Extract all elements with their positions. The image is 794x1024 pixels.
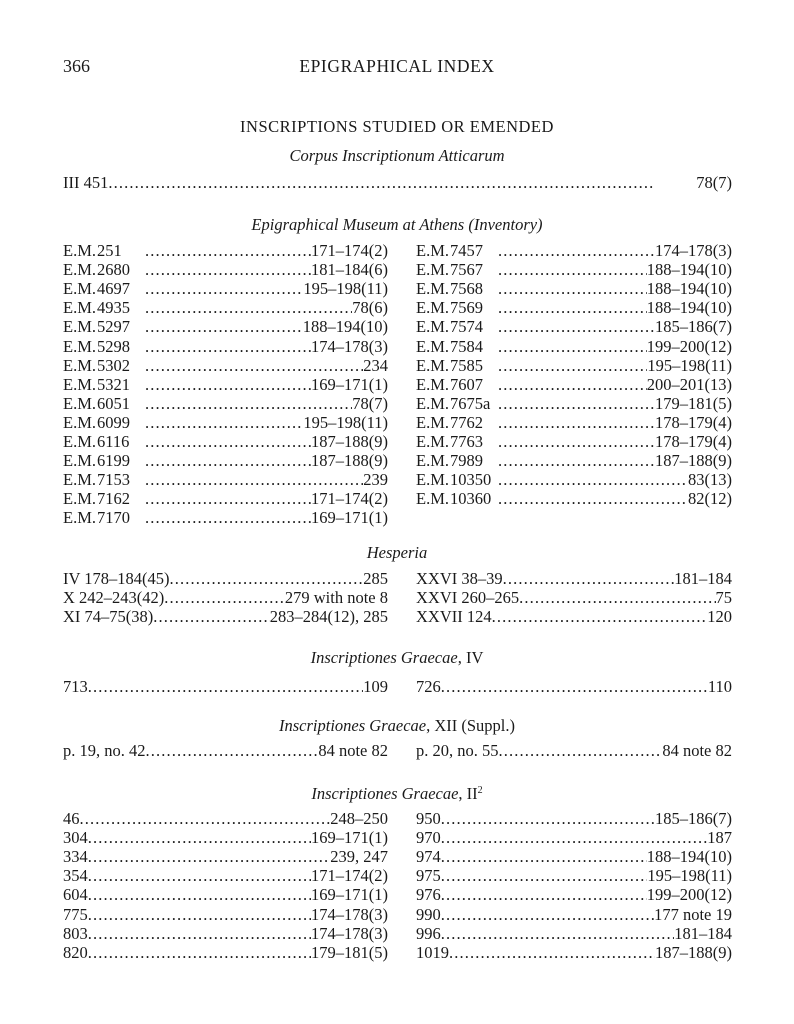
leader-dots [498, 260, 647, 280]
entry-label: XXVI 38–39 [416, 569, 503, 588]
leader-dots [498, 337, 647, 357]
index-entry [416, 279, 732, 299]
entry-label [63, 260, 145, 280]
leader-dots [441, 828, 708, 848]
index-entry [63, 809, 388, 829]
entry-prefix: E.M. [63, 508, 96, 528]
leader-dots [169, 569, 363, 589]
index-entry [63, 828, 388, 848]
entry-page-ref: 171–174(2) [311, 489, 388, 509]
entry-page-ref: 185–186(7) [655, 809, 732, 828]
entry-prefix: E.M. [416, 260, 449, 280]
entry-prefix: E.M. [416, 317, 449, 337]
leader-dots [503, 569, 675, 589]
entry-label [416, 337, 498, 357]
entry-label [63, 317, 145, 337]
entry-page-ref: 169–171(1) [311, 508, 388, 528]
entry-label: p. 19, no. 42 [63, 741, 146, 760]
entry-number: 6051 [97, 393, 130, 413]
entry-page-ref: 178–179(4) [655, 432, 732, 451]
entry-page-ref: 234 [363, 355, 388, 375]
index-entry [63, 356, 388, 376]
leader-dots [498, 279, 647, 299]
entry-prefix: E.M. [63, 279, 96, 299]
leader-dots [145, 241, 311, 261]
entry-number: 7569 [450, 298, 483, 318]
entry-label [63, 375, 145, 395]
entry-page-ref: 200–201(13) [646, 374, 732, 394]
section-title-cia: Corpus Inscriptionum Atticarum [289, 146, 505, 165]
leader-dots [145, 375, 311, 395]
entry-label: 990 [416, 904, 441, 924]
entry-label: III 451 [63, 173, 109, 192]
entry-page-ref: 188–194(10) [646, 260, 732, 280]
entry-prefix: E.M. [416, 432, 449, 451]
entry-number: 5302 [97, 355, 130, 375]
entry-page-ref: 84 note 82 [318, 741, 388, 760]
index-entry [416, 470, 732, 490]
entry-page-ref: 181–184(6) [311, 260, 388, 280]
entry-page-ref: 78(7) [696, 173, 732, 192]
entry-page-ref: 195–198(11) [303, 412, 388, 432]
index-entry [63, 394, 388, 414]
entry-label [416, 470, 498, 490]
index-entry [63, 375, 388, 395]
entry-label: 803 [63, 923, 88, 943]
leader-dots [492, 607, 708, 627]
entry-number: 6199 [97, 451, 130, 471]
entry-prefix: E.M. [63, 489, 96, 509]
index-entry [63, 260, 388, 280]
entry-prefix: E.M. [63, 355, 96, 375]
entry-page-ref: 195–198(11) [647, 355, 732, 375]
entry-label [63, 337, 145, 357]
index-entry [63, 905, 388, 925]
index-entry [63, 569, 388, 589]
entry-number: 7675a [450, 393, 491, 413]
index-entry [63, 508, 388, 528]
index-entry [63, 173, 732, 193]
entry-label [63, 356, 145, 376]
section-title-hesperia: Hesperia [366, 543, 428, 562]
entry-prefix: E.M. [63, 451, 96, 471]
entry-prefix: E.M. [416, 451, 449, 471]
index-entry [63, 741, 388, 761]
entry-prefix: E.M. [63, 432, 96, 451]
entry-number: 7153 [97, 470, 130, 490]
entry-number: 7762 [450, 412, 483, 432]
entry-number: 4935 [97, 298, 130, 318]
index-entry [63, 677, 388, 697]
entry-label: 820 [63, 942, 88, 962]
page-header [63, 56, 731, 80]
entry-page-ref: 248–250 [330, 809, 388, 828]
entry-number: 5321 [97, 374, 130, 394]
leader-dots [498, 317, 655, 337]
index-entry [416, 847, 732, 867]
entry-label [416, 432, 498, 452]
leader-dots [498, 470, 688, 490]
entry-label [416, 279, 498, 299]
index-entry [63, 470, 388, 490]
leader-dots [441, 866, 648, 886]
index-entry [63, 337, 388, 357]
entry-prefix: E.M. [416, 336, 449, 356]
index-entry [63, 432, 388, 452]
entry-label [416, 260, 498, 280]
entry-label [63, 413, 145, 433]
entry-page-ref: 120 [707, 607, 732, 627]
entry-prefix: E.M. [63, 374, 96, 394]
entry-page-ref: 279 with note 8 [284, 588, 388, 608]
entry-page-ref: 187 [707, 828, 732, 848]
index-entry [63, 943, 388, 963]
entry-label: XXVI 260–265 [416, 588, 520, 608]
entry-label [63, 432, 145, 452]
entry-prefix: E.M. [63, 260, 96, 280]
entry-page-ref: 171–174(2) [311, 866, 388, 886]
index-entry [416, 489, 732, 509]
leader-dots [146, 741, 319, 761]
entry-page-ref: 187–188(9) [311, 451, 388, 471]
entry-page-ref: 110 [707, 677, 732, 696]
entry-prefix: E.M. [416, 470, 449, 490]
leader-dots [88, 828, 311, 848]
entry-number: 2680 [97, 260, 130, 280]
entry-number: 7567 [450, 260, 483, 280]
index-entry [416, 885, 732, 905]
leader-dots [145, 337, 311, 357]
entry-page-ref: 169–171(1) [311, 885, 388, 905]
entry-page-ref: 178–179(4) [655, 412, 732, 432]
index-entry [416, 569, 732, 589]
index-entry [416, 451, 732, 471]
entry-page-ref: 187–188(9) [311, 432, 388, 451]
entry-label: 604 [63, 885, 88, 905]
index-entry [416, 607, 732, 627]
leader-dots [153, 607, 269, 627]
running-head: EPIGRAPHICAL INDEX [299, 56, 495, 76]
index-entry [416, 432, 732, 452]
section-title-em: Epigraphical Museum at Athens (Inventory) [251, 215, 543, 234]
leader-dots [145, 317, 303, 337]
entry-label: 976 [416, 885, 441, 905]
entry-number: 7585 [450, 355, 483, 375]
index-entry [416, 588, 732, 608]
leader-dots [145, 470, 363, 490]
entry-number: 7162 [97, 489, 130, 509]
entry-label [63, 470, 145, 490]
leader-dots [80, 809, 331, 829]
entry-page-ref: 285 [363, 569, 388, 588]
index-entry [63, 489, 388, 509]
index-entry [416, 356, 732, 376]
entry-label: 775 [63, 904, 88, 924]
leader-dots [498, 432, 655, 452]
entry-label [416, 451, 498, 471]
index-entry [416, 905, 732, 925]
entry-number: 5297 [97, 317, 130, 337]
entry-label: p. 20, no. 55 [416, 741, 499, 760]
entry-number: 251 [97, 241, 122, 260]
entry-page-ref: 195–198(11) [303, 279, 388, 299]
entry-page-ref: 82(12) [688, 489, 732, 509]
section-title-ig12: Inscriptiones Graecae, XII (Suppl.) [279, 716, 515, 735]
index-entry [63, 241, 388, 261]
leader-dots [498, 298, 647, 318]
entry-page-ref: 283–284(12), 285 [269, 607, 388, 627]
index-entry [416, 943, 732, 963]
entry-page-ref: 187–188(9) [655, 942, 732, 962]
entry-prefix: E.M. [63, 317, 96, 337]
entry-prefix: E.M. [416, 412, 449, 432]
entry-page-ref: 171–174(2) [311, 241, 388, 260]
leader-dots [88, 677, 364, 697]
entry-prefix: E.M. [416, 393, 449, 413]
leader-dots [441, 809, 655, 829]
entry-page-ref: 169–171(1) [311, 374, 388, 394]
leader-dots [164, 588, 285, 608]
leader-dots [108, 173, 696, 193]
entry-number: 7989 [450, 451, 483, 471]
entry-label [63, 279, 145, 299]
index-entry [416, 677, 732, 697]
entry-prefix: E.M. [416, 279, 449, 299]
leader-dots [145, 451, 311, 471]
index-entry [416, 866, 732, 886]
entry-label [416, 394, 498, 414]
index-entry [416, 413, 732, 433]
entry-label: IV 178–184(45) [63, 569, 170, 588]
entry-page-ref: 75 [715, 588, 732, 608]
entry-number: 7170 [97, 508, 130, 528]
entry-label: XI 74–75(38) [63, 607, 154, 627]
entry-page-ref: 195–198(11) [647, 866, 732, 886]
leader-dots [88, 866, 311, 886]
index-entry [63, 588, 388, 608]
leader-dots [498, 356, 647, 376]
leader-dots [145, 394, 352, 414]
section-title-ig4: Inscriptiones Graecae, IV [310, 648, 484, 667]
index-entry [416, 394, 732, 414]
leader-dots [441, 677, 708, 697]
entry-page-ref: 109 [363, 677, 388, 696]
entry-page-ref: 181–184 [674, 569, 732, 588]
index-entry [416, 741, 732, 761]
leader-dots [145, 432, 311, 452]
leader-dots [498, 489, 688, 509]
entry-number: 6099 [97, 412, 130, 432]
entry-label: XXVII 124 [416, 607, 492, 627]
entry-page-ref: 78(7) [352, 393, 388, 413]
entry-label [63, 508, 145, 528]
entry-prefix: E.M. [63, 470, 96, 490]
index-entry [63, 866, 388, 886]
leader-dots [145, 279, 303, 299]
entry-number: 4697 [97, 279, 130, 299]
entry-number: 10360 [450, 489, 492, 509]
index-entry [416, 337, 732, 357]
entry-page-ref: 84 note 82 [662, 741, 732, 760]
leader-dots [519, 588, 715, 608]
entry-number: 6116 [97, 432, 130, 451]
entry-label [416, 375, 498, 395]
leader-dots [145, 489, 311, 509]
index-entry [63, 451, 388, 471]
leader-dots [441, 905, 654, 925]
entry-prefix: E.M. [63, 412, 96, 432]
entry-page-ref: 199–200(12) [646, 885, 732, 905]
leader-dots [145, 356, 363, 376]
index-entry [63, 924, 388, 944]
entry-prefix: E.M. [416, 489, 449, 509]
entry-page-ref: 179–181(5) [311, 942, 388, 962]
leader-dots [449, 943, 655, 963]
leader-dots [498, 394, 655, 414]
index-entry [63, 847, 388, 867]
entry-page-ref: 188–194(10) [646, 298, 732, 318]
leader-dots [498, 241, 655, 261]
entry-page-ref: 181–184 [674, 923, 732, 943]
entry-prefix: E.M. [416, 355, 449, 375]
entry-label [416, 489, 498, 509]
main-title: INSCRIPTIONS STUDIED OR EMENDED [240, 117, 554, 136]
entry-number: 7607 [450, 374, 483, 394]
entry-label: 974 [416, 847, 441, 867]
entry-label [63, 489, 145, 509]
entry-label: 970 [416, 828, 441, 848]
entry-page-ref: 188–194(10) [646, 847, 732, 867]
entry-prefix: E.M. [63, 298, 96, 318]
entry-label: 354 [63, 866, 88, 886]
entry-number: 10350 [450, 470, 492, 490]
entry-page-ref: 83(13) [688, 470, 732, 490]
entry-number: 7574 [450, 317, 483, 337]
leader-dots [88, 885, 311, 905]
entry-page-ref: 174–178(3) [311, 904, 388, 924]
entry-number: 5298 [97, 336, 130, 356]
entry-page-ref: 169–171(1) [311, 828, 388, 848]
entry-label: 996 [416, 923, 441, 943]
entry-prefix: E.M. [63, 393, 96, 413]
section-title-ig2: Inscriptiones Graecae, $II^2$ [311, 784, 483, 803]
entry-page-ref: 239, 247 [330, 847, 388, 867]
leader-dots [441, 924, 675, 944]
entry-page-ref: 78(6) [352, 298, 388, 318]
entry-label: 726 [416, 677, 441, 696]
index-entry [63, 298, 388, 318]
entry-prefix: E.M. [63, 336, 96, 356]
entry-label: X 242–243(42) [63, 588, 165, 608]
entry-label: 950 [416, 809, 441, 828]
page-number: 366 [63, 56, 90, 76]
entry-page-ref: 239 [363, 470, 388, 490]
entry-page-ref: 174–178(3) [311, 923, 388, 943]
entry-label: 304 [63, 828, 88, 848]
leader-dots [441, 847, 647, 867]
entry-number: 7584 [450, 336, 483, 356]
entry-label: 975 [416, 866, 441, 886]
index-entry [416, 298, 732, 318]
leader-dots [499, 741, 663, 761]
leader-dots [441, 885, 647, 905]
entry-label [63, 298, 145, 318]
leader-dots [498, 375, 647, 395]
leader-dots [145, 413, 303, 433]
entry-number: 7763 [450, 432, 483, 451]
entry-prefix: E.M. [416, 374, 449, 394]
leader-dots [88, 943, 311, 963]
entry-label [416, 317, 498, 337]
leader-dots [145, 298, 352, 318]
entry-label: 1019 [416, 942, 449, 962]
entry-label [63, 241, 145, 261]
leader-dots [145, 508, 311, 528]
index-entry [416, 317, 732, 337]
entry-label: 46 [63, 809, 80, 828]
index-entry [63, 317, 388, 337]
entry-page-ref: 188–194(10) [646, 279, 732, 299]
entry-label [63, 451, 145, 471]
entry-label [416, 298, 498, 318]
index-entry [416, 260, 732, 280]
entry-number: 7457 [450, 241, 483, 260]
entry-page-ref: 174–178(3) [655, 241, 732, 260]
entry-label [416, 413, 498, 433]
entry-page-ref: 177 note 19 [654, 904, 732, 924]
entry-label [63, 394, 145, 414]
entry-label: 713 [63, 677, 88, 696]
entry-page-ref: 185–186(7) [655, 317, 732, 337]
entry-page-ref: 174–178(3) [311, 336, 388, 356]
entry-number: 7568 [450, 279, 483, 299]
entry-prefix: E.M. [416, 241, 449, 260]
entry-page-ref: 179–181(5) [655, 393, 732, 413]
entry-label: 334 [63, 847, 88, 867]
index-entry [416, 375, 732, 395]
leader-dots [145, 260, 311, 280]
entry-prefix: E.M. [63, 241, 96, 260]
index-entry [416, 241, 732, 261]
leader-dots [88, 905, 311, 925]
entry-page-ref: 187–188(9) [655, 451, 732, 471]
index-entry [63, 607, 388, 627]
leader-dots [498, 413, 655, 433]
entry-label [416, 356, 498, 376]
entry-label [416, 241, 498, 261]
index-entry [416, 924, 732, 944]
entry-prefix: E.M. [416, 298, 449, 318]
leader-dots [498, 451, 655, 471]
index-entry [416, 828, 732, 848]
index-entry [416, 809, 732, 829]
index-entry [63, 279, 388, 299]
index-entry [63, 413, 388, 433]
leader-dots [88, 847, 331, 867]
leader-dots [88, 924, 311, 944]
entry-page-ref: 188–194(10) [302, 317, 388, 337]
index-entry [63, 885, 388, 905]
entry-page-ref: 199–200(12) [646, 336, 732, 356]
